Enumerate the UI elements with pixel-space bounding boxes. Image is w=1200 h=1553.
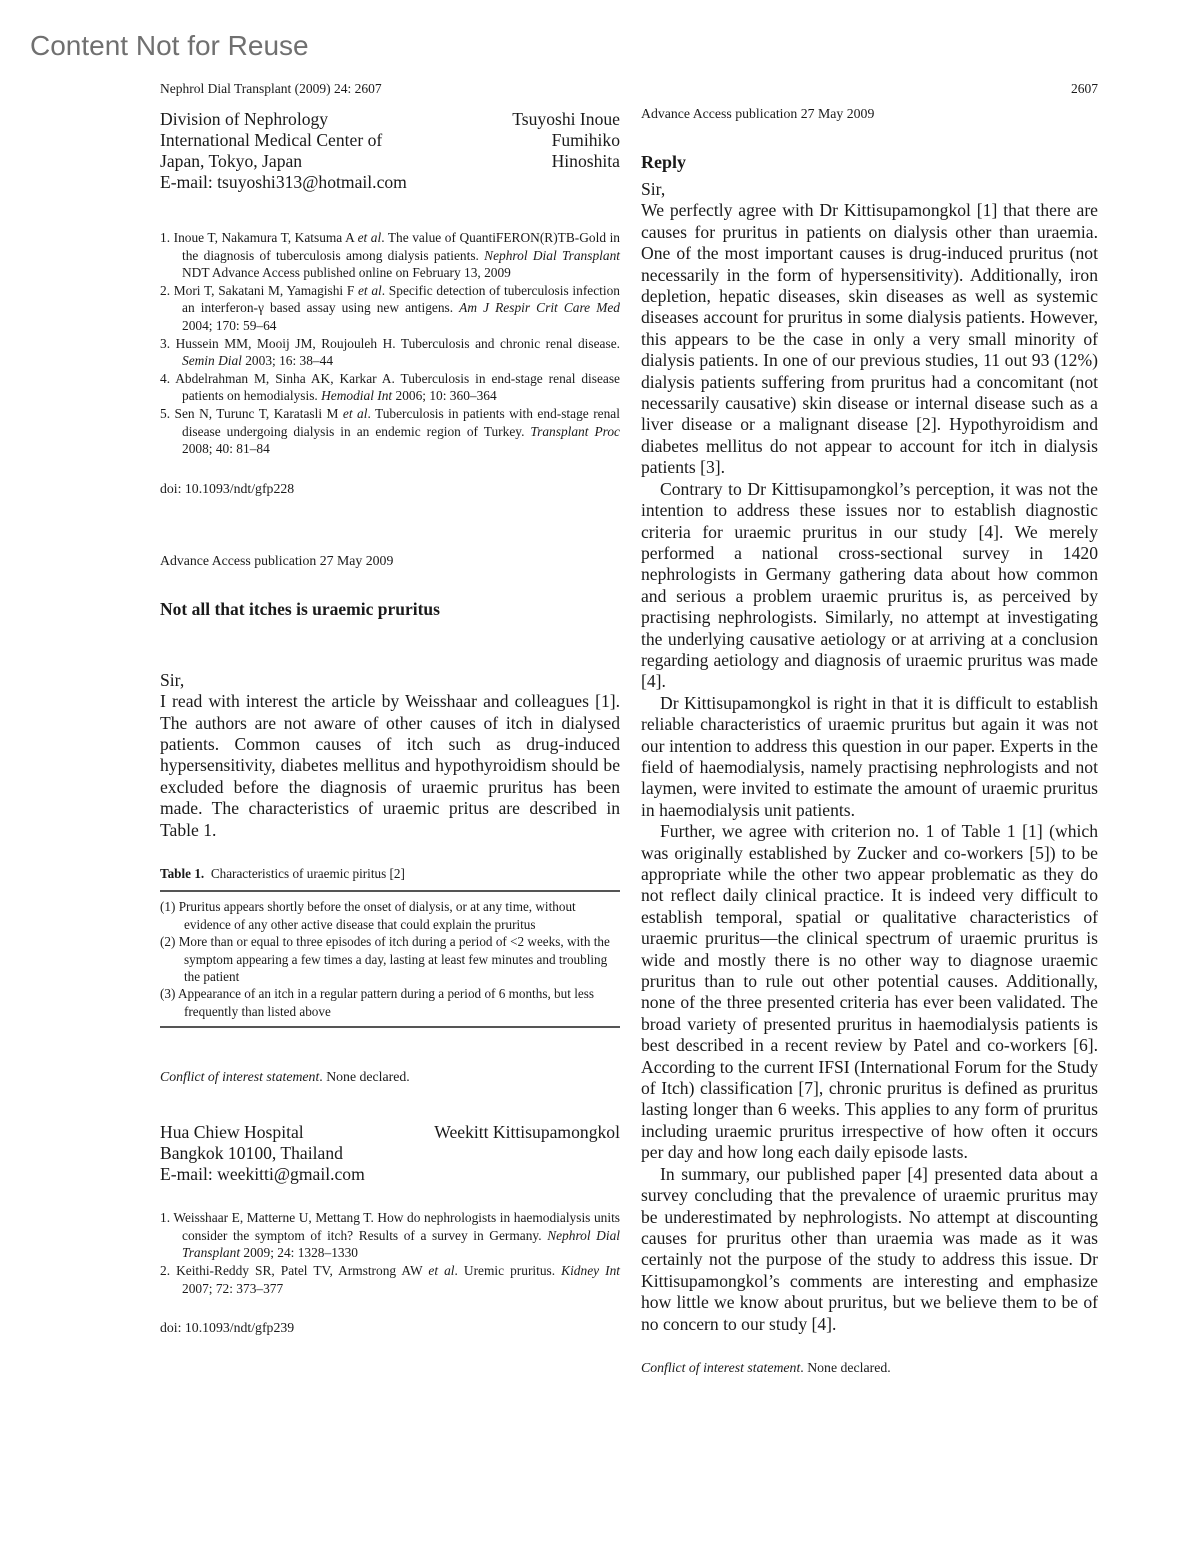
reply-body: [641, 179, 1098, 1335]
reference-it2: Transplant Proc: [530, 423, 620, 439]
reference-mid: . Specific detection of tuberculosis infection an interferon-γ based assay using new antigens.: [182, 282, 620, 316]
salutation: Sir,: [160, 669, 185, 690]
reference-post: NDT Advance Access published online on February 13, 2009: [182, 265, 511, 281]
paragraph: I read with interest the article by Weisshaar and colleagues [1]. The authors are not aware of other causes of itch in dialysed patients. Common causes of itch such as drug-induced hypersensitivity, diabetes mellitus and hypothyroidism should be excluded before the diagnosis of uraemic pruritus has been made. The characteristics of uraemic pritus are described in Table 1.: [160, 691, 620, 840]
letter1-references: [160, 229, 620, 458]
reference-n: 2.: [160, 282, 171, 298]
watermark: Content Not for Reuse: [30, 30, 309, 61]
reference-post: 2009; 24: 1328–1330: [240, 1245, 358, 1261]
reference-it1: et al: [357, 282, 382, 298]
reference-post: 2007; 72: 373–377: [182, 1280, 284, 1296]
paragraph: We perfectly agree with Dr Kittisupamongkol [1] that there are causes for pruritus in patients on dialysis other than uraemia. One of the most important causes is drug-induced pruritus (not necessarily in the form of hypersensitivity). Additionally, iron depletion, hepatic diseases, skin diseases as well as systemic diseases account for pruritus in some dialysis patients. However, this appears to be the case in only a very small minority of dialysis patients. In one of our previous studies, 11 out 93 (12%) dialysis patients suffering from pruritus had a concomitant (not necessarily causative) skin disease or internal disease such as a liver disease or a malignant disease [2]. Hypothyroidism and diabetes mellitus do not appear to account for itch in dialysis patients [3].: [641, 200, 1098, 478]
reference-pre: Abdelrahman M, Sinha AK, Karkar A. Tuberculosis in end-stage renal disease patients on hemodialysis.: [175, 370, 621, 404]
paragraph: Dr Kittisupamongkol is right in that it is difficult to establish reliable characteristics of uraemic pruritus but again it was not our intention to address this question in our paper. Experts in the field of haemodialysis, namely practising nephrologists and not laymen, were invited to estimate the amount of uraemic pruritus in haemodialysis unit patients.: [641, 692, 1098, 820]
conflict-label: Conflict of interest statement: [641, 1359, 801, 1375]
access-date: Advance Access publication 27 May 2009: [160, 552, 394, 568]
reply-conflict-statement: [641, 1359, 1098, 1377]
row-text: More than or equal to three episodes of itch during a period of <2 weeks, with the symptom appearing a few times a day, lasting at least few minutes and troubling the patient: [178, 934, 610, 984]
author: Hinoshita: [551, 151, 620, 171]
row-number: (3): [160, 986, 176, 1002]
conflict-text: . None declared.: [319, 1069, 410, 1085]
conflict-label: Conflict of interest statement: [160, 1069, 320, 1085]
letter2-body: [160, 670, 620, 841]
reference-n: 1.: [160, 230, 171, 245]
reference-mid: . The value of QuantiFERON(R)TB-Gold in the diagnosis of tuberculosis among dialysis patients.: [182, 230, 620, 263]
reference-mid: . Uremic pruritus.: [454, 1263, 562, 1278]
row-number: (2): [160, 934, 176, 950]
reference-n: 5.: [160, 405, 171, 421]
reply-title: Reply: [641, 152, 686, 172]
reference-it1: et al: [342, 405, 368, 421]
reference-post: 2006; 10: 360–364: [392, 388, 497, 404]
reference-it1: et al: [357, 230, 382, 245]
paragraph: In summary, our published paper [4] presented data about a survey concluding that the prevalence of uraemic pruritus may be underestimated by nephrologists. No attempt at discounting causes for pruritus other than uraemia was made as it was certainly not the purpose of the study to address this issue. Dr Kittisupamongkol’s comments are interesting and emphasize how little we know about pruritus, but we believe them to be of no concern to our study [4].: [641, 1163, 1098, 1334]
left-column: [160, 109, 620, 1337]
author: Weekitt Kittisupamongkol: [434, 1122, 620, 1143]
author: Fumihiko: [551, 130, 620, 150]
reference-it2: Kidney Int: [561, 1263, 620, 1278]
table-label: Table 1.: [160, 865, 205, 881]
reference-item: [160, 1209, 620, 1262]
reference-pre: Mori T, Sakatani M, Yamagishi F: [173, 282, 358, 298]
reference-it2: Nephrol Dial Transplant: [182, 1227, 620, 1261]
table-row: [160, 985, 620, 1020]
reference-item: [160, 370, 620, 405]
table-row: [160, 898, 620, 933]
email: E-mail: weekitti@gmail.com: [160, 1164, 365, 1185]
reference-item: [160, 282, 620, 335]
right-column: [641, 105, 1098, 1377]
reference-n: 3.: [160, 335, 171, 351]
reference-pre: Inoue T, Nakamura T, Katsuma A: [173, 230, 358, 245]
author: Tsuyoshi Inoue: [512, 109, 620, 129]
reference-n: 1.: [160, 1210, 171, 1226]
reference-it1: et al: [428, 1263, 455, 1278]
running-header: [160, 81, 1098, 97]
reference-pre: Hussein MM, Mooij JM, Roujouleh H. Tuberculosis and chronic renal disease.: [175, 335, 620, 351]
doi: doi: 10.1093/ndt/gfp239: [160, 1320, 295, 1336]
reference-item: [160, 1262, 620, 1297]
reference-item: [160, 405, 620, 458]
table-1: [160, 865, 620, 1028]
authors: [512, 109, 620, 193]
paragraph: Contrary to Dr Kittisupamongkol’s perception, it was not the intention to address these issues nor to establish diagnostic criteria for uraemic pruritus in our study [4]. We merely performed a national cross-sectional survey in 1420 nephrologists in Germany gathering data about how common and serious a problem uraemic pruritus is, as perceived by practising nephrologists. Similarly, no attempt at investigating the underlying causative aetiology or at arriving at a conclusion regarding aetiology and diagnosis of uraemic pruritus was made [4].: [641, 478, 1098, 692]
address-lines: [160, 1122, 365, 1185]
reply-access-date: Advance Access publication 27 May 2009: [641, 106, 875, 121]
table-row: [160, 933, 620, 985]
table-caption: Characteristics of uraemic piritus [2]: [210, 865, 405, 881]
address-line: Japan, Tokyo, Japan: [160, 151, 303, 171]
address-line: International Medical Center of: [160, 130, 383, 150]
reference-mid: . Tuberculosis in patients with end-stage renal disease undergoing dialysis in an endemic region of Turkey.: [182, 405, 620, 439]
doi: doi: 10.1093/ndt/gfp228: [160, 480, 295, 496]
letter2-address-block: [160, 1122, 620, 1185]
reference-post: 2003; 16: 38–44: [241, 353, 334, 369]
article-title: Not all that itches is uraemic pruritus: [160, 598, 440, 619]
reference-it2: Hemodial Int: [321, 388, 393, 404]
reference-n: 4.: [160, 370, 171, 386]
conflict-statement: [160, 1068, 620, 1086]
address-line: Division of Nephrology: [160, 109, 329, 129]
journal-header: Nephrol Dial Transplant (2009) 24: 2607: [160, 81, 382, 96]
paragraph: Further, we agree with criterion no. 1 of Table 1 [1] (which was originally established by Zucker and co-workers [5]) to be appropriate while the other two appear problematic as they do not reflect daily clinical practice. It is indeed very difficult to establish temporal, spatial or qualitative characteristics of uraemic pruritus—the clinical spectrum of uraemic pruritus is wide and mostly there is no other way to diagnose uraemic pruritus than to rule out other potential causes. Additionally, none of the three presented criteria has ever been validated. The broad variety of presented pruritus in haemodialysis patients is best described in a recent review by Patel and co-workers [6]. According to the current IFSI (International Forum for the Study of Itch) classification [7], chronic pruritus is defined as pruritus lasting longer than 6 weeks. This applies to any form of pruritus including uraemic pruritus irrespective of how often it occurs per day and how long each daily episode lasts.: [641, 821, 1098, 1163]
reference-post: 2008; 40: 81–84: [182, 441, 270, 457]
letter1-address-block: [160, 109, 620, 193]
reference-n: 2.: [160, 1263, 171, 1278]
conflict-text: . None declared.: [800, 1359, 891, 1375]
reference-pre: Keithi-Reddy SR, Patel TV, Armstrong AW: [176, 1263, 429, 1278]
row-text: Pruritus appears shortly before the onset of dialysis, or at any time, without evidence of any other active disease that could explain the pruritus: [178, 899, 576, 932]
address-lines: [160, 109, 407, 193]
reference-it2: Semin Dial: [182, 353, 242, 369]
reference-it2: Am J Respir Crit Care Med: [459, 300, 620, 316]
letter2-references: [160, 1209, 620, 1297]
address-line: Bangkok 10100, Thailand: [160, 1143, 343, 1164]
address-line: Hua Chiew Hospital: [160, 1122, 304, 1143]
row-number: (1): [160, 899, 176, 915]
reference-post: 2004; 170: 59–64: [182, 317, 277, 333]
row-text: Appearance of an itch in a regular pattern during a period of 6 months, but less frequently than listed above: [177, 986, 594, 1019]
reference-item: [160, 229, 620, 282]
reference-item: [160, 335, 620, 370]
reference-it2: Nephrol Dial Transplant: [484, 247, 620, 263]
email: E-mail: tsuyoshi313@hotmail.com: [160, 172, 407, 192]
salutation: Sir,: [641, 179, 666, 199]
reference-pre: Sen N, Turunc T, Karatasli M: [174, 405, 343, 421]
table-rows: [160, 892, 620, 1026]
page-number: 2607: [1071, 81, 1098, 96]
reference-pre: Weisshaar E, Matterne U, Mettang T. How do nephrologists in haemodialysis units consider the symptom of itch? Results of a survey in Germany.: [173, 1210, 621, 1243]
